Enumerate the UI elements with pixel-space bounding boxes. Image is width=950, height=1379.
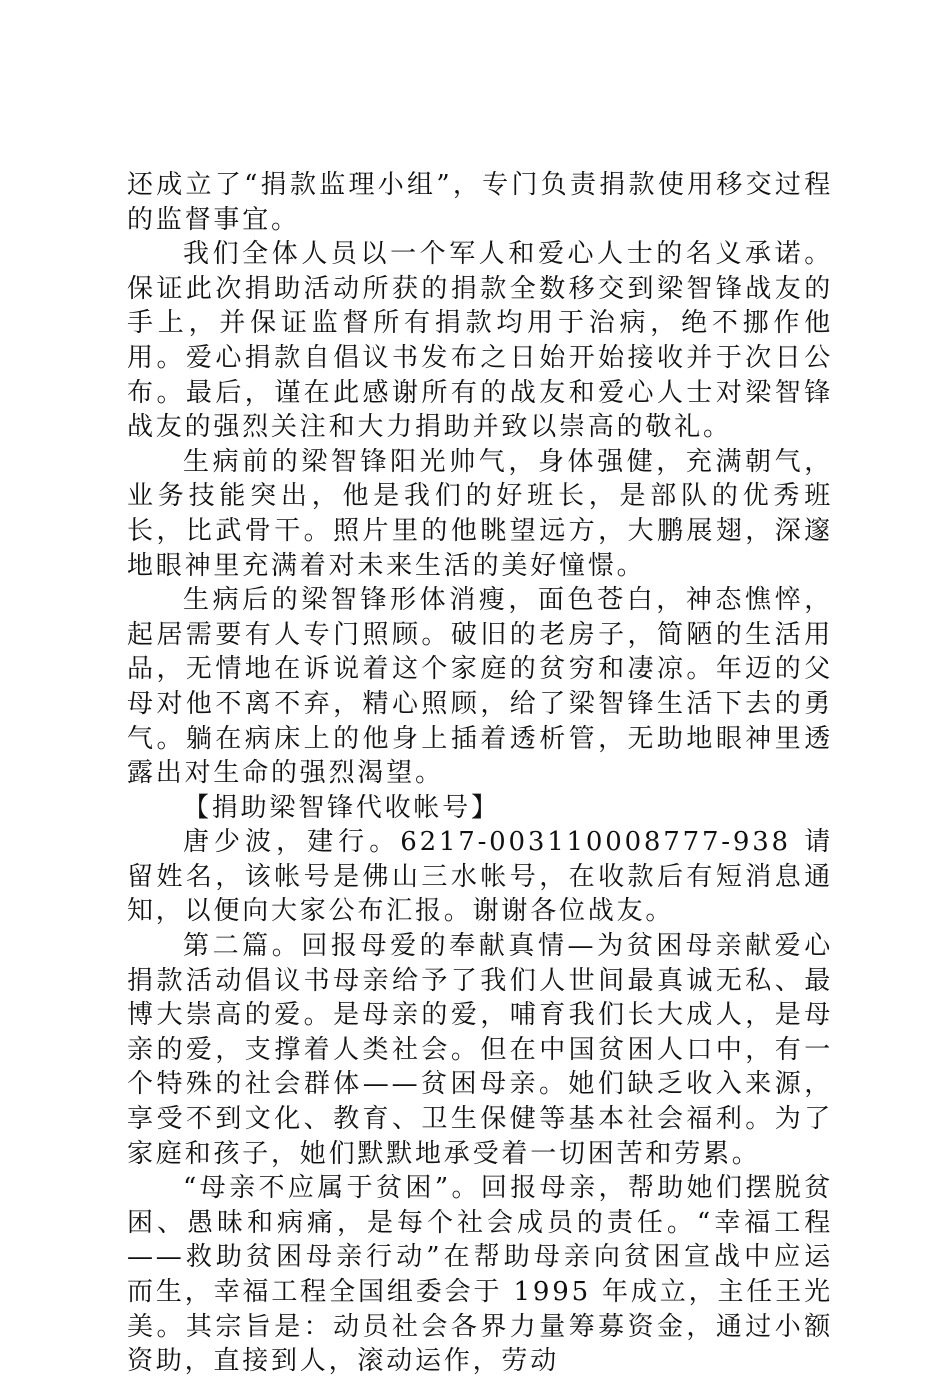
paragraph-account-info: 唐少波，建行。6217-003110008777-938 请留姓名，该帐号是佛山三水帐号，在收款后有短消息通知，以便向大家公布汇报。谢谢各位战友。 — [127, 827, 833, 927]
paragraph-second-article: 第二篇。回报母爱的奉献真情—为贫困母亲献爱心捐款活动倡议书母亲给予了我们人世间最真诚无私、最博大崇高的爱。是母亲的爱，哺育我们长大成人，是母亲的爱，支撑着人类社会。但在中国贫困人口中，有一个特殊的社会群体——贫困母亲。她们缺乏收入来源，享受不到文化、教育、卫生保健等基本社会福利。为了家庭和孩子，她们默默地承受着一切困苦和劳累。 — [127, 931, 833, 1169]
paragraph-happiness-project: “母亲不应属于贫困”。回报母亲，帮助她们摆脱贫困、愚昧和病痛，是每个社会成员的责任。“幸福工程——救助贫困母亲行动”在帮助母亲向贫困宣战中应运而生，幸福工程全国组委会于 1995 年成立，主任王光美。其宗旨是：动员社会各界力量筹募资金，通过小额资助，直接到人，滚动运作，劳动 — [127, 1173, 833, 1377]
section-heading-account: 【捐助梁智锋代收帐号】 — [183, 792, 500, 823]
paragraph-after-illness: 生病后的梁智锋形体消瘦，面色苍白，神态憔悴，起居需要有人专门照顾。破旧的老房子，简陋的生活用品，无情地在诉说着这个家庭的贫穷和凄凉。年迈的父母对他不离不弃，精心照顾，给了梁智锋生活下去的勇气。躺在病床上的他身上插着透析管，无助地眼神里透露出对生命的强烈渴望。 — [127, 585, 833, 789]
document-body — [127, 168, 833, 1379]
paragraph-before-illness: 生病前的梁智锋阳光帅气，身体强健，充满朝气，业务技能突出，他是我们的好班长，是部队的优秀班长，比武骨干。照片里的他眺望远方，大鹏展翅，深邃地眼神里充满着对未来生活的美好憧憬。 — [127, 446, 833, 581]
paragraph-continuation: 还成立了“捐款监理小组”，专门负责捐款使用移交过程的监督事宜。 — [127, 170, 833, 235]
paragraph-promise: 我们全体人员以一个军人和爱心人士的名义承诺。保证此次捐助活动所获的捐款全数移交到梁智锋战友的手上，并保证监督所有捐款均用于治病，绝不挪作他用。爱心捐款自倡议书发布之日始开始接收并于次日公布。最后，谨在此感谢所有的战友和爱心人士对梁智锋战友的强烈关注和大力捐助并致以崇高的敬礼。 — [127, 239, 833, 443]
